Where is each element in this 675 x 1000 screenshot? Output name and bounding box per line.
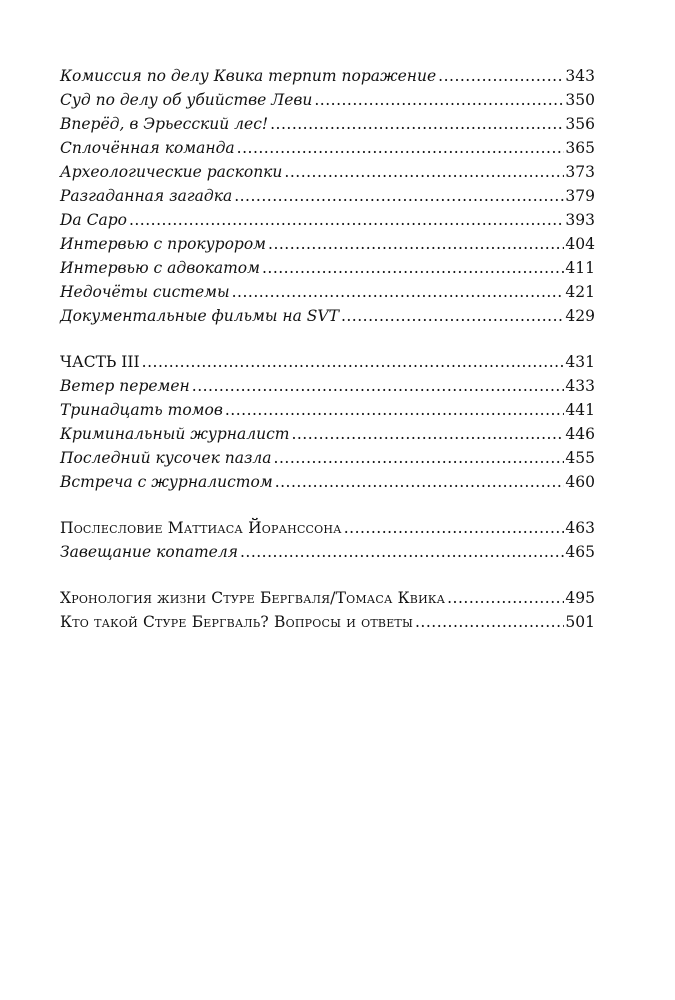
toc-page-number: 465 <box>565 543 595 561</box>
toc-page-number: 495 <box>565 589 595 607</box>
toc-section <box>60 64 595 328</box>
toc-entry-title: Послесловие Маттиаса Йоранссона <box>60 519 342 537</box>
toc-dot-leader <box>262 256 564 280</box>
toc-entry-title: Археологические раскопки <box>60 163 283 181</box>
toc-page-number: 431 <box>565 353 595 371</box>
toc-page-number: 421 <box>565 283 595 301</box>
toc-entry <box>60 88 595 112</box>
toc-page-number: 441 <box>565 401 595 419</box>
toc-entry <box>60 350 595 374</box>
toc-entry <box>60 184 595 208</box>
toc-entry-title: Криминальный журналист <box>60 425 290 443</box>
toc-page-number: 404 <box>565 235 595 253</box>
toc-dot-leader <box>270 112 564 136</box>
toc-entry <box>60 586 595 610</box>
toc-entry <box>60 136 595 160</box>
toc-entry-title: Ветер перемен <box>60 377 190 395</box>
toc-dot-leader <box>192 374 565 398</box>
toc-entry-title: Кто такой Стуре Бергваль? Вопросы и ответы <box>60 613 413 631</box>
toc-dot-leader <box>129 208 564 232</box>
toc-dot-leader <box>438 64 564 88</box>
toc-entry-title: Тринадцать томов <box>60 401 223 419</box>
toc-entry <box>60 160 595 184</box>
toc-dot-leader <box>237 136 565 160</box>
toc-entry-title: Сплочённая команда <box>60 139 235 157</box>
toc-entry <box>60 540 595 564</box>
toc-section <box>60 586 595 634</box>
toc-section <box>60 350 595 494</box>
toc-page-number: 393 <box>565 211 595 229</box>
toc-entry-title: Недочёты системы <box>60 283 230 301</box>
toc-page-number: 463 <box>565 519 595 537</box>
toc-entry-title: Разгаданная загадка <box>60 187 233 205</box>
toc-entry <box>60 610 595 634</box>
toc-dot-leader <box>240 540 564 564</box>
toc-page-number: 433 <box>565 377 595 395</box>
toc-entry-title: Завещание копателя <box>60 543 238 561</box>
toc-entry-title: Интервью с прокурором <box>60 235 267 253</box>
toc-page-number: 350 <box>565 91 595 109</box>
toc-entry-title: Последний кусочек пазла <box>60 449 272 467</box>
toc-dot-leader <box>232 280 565 304</box>
toc-dot-leader <box>344 516 565 540</box>
toc-entry <box>60 422 595 446</box>
toc-dot-leader <box>447 586 564 610</box>
toc-page-number: 379 <box>565 187 595 205</box>
table-of-contents <box>60 64 595 634</box>
toc-entry <box>60 446 595 470</box>
toc-page-number: 373 <box>565 163 595 181</box>
toc-page-number: 343 <box>565 67 595 85</box>
toc-entry-title: Суд по делу об убийстве Леви <box>60 91 313 109</box>
toc-entry <box>60 304 595 328</box>
toc-page-number: 429 <box>565 307 595 325</box>
toc-entry <box>60 374 595 398</box>
toc-page-number: 365 <box>565 139 595 157</box>
toc-entry <box>60 470 595 494</box>
toc-dot-leader <box>284 160 564 184</box>
toc-dot-leader <box>142 350 565 374</box>
toc-entry <box>60 64 595 88</box>
toc-entry-title: Вперёд, в Эрьесский лес! <box>60 115 269 133</box>
toc-entry <box>60 398 595 422</box>
toc-entry-title: Хронология жизни Стуре Бергваля/Томаса Квика <box>60 589 446 607</box>
toc-entry-title: Комиссия по делу Квика терпит поражение <box>60 67 437 85</box>
toc-dot-leader <box>275 470 565 494</box>
toc-entry-title: Da Capo <box>60 211 127 229</box>
toc-entry <box>60 232 595 256</box>
toc-dot-leader <box>291 422 564 446</box>
toc-entry-title: Встреча с журналистом <box>60 473 273 491</box>
toc-dot-leader <box>341 304 564 328</box>
toc-page-number: 501 <box>565 613 595 631</box>
toc-dot-leader <box>268 232 564 256</box>
toc-entry-title: ЧАСТЬ III <box>60 353 140 371</box>
toc-page-number: 460 <box>565 473 595 491</box>
toc-entry <box>60 208 595 232</box>
toc-entry <box>60 516 595 540</box>
toc-entry-title: Интервью с адвокатом <box>60 259 260 277</box>
toc-dot-leader <box>225 398 565 422</box>
toc-entry-title: Документальные фильмы на SVT <box>60 307 339 325</box>
toc-dot-leader <box>234 184 564 208</box>
toc-dot-leader <box>314 88 564 112</box>
toc-entry <box>60 112 595 136</box>
toc-dot-leader <box>274 446 565 470</box>
toc-page-number: 446 <box>565 425 595 443</box>
toc-page-number: 411 <box>565 259 595 277</box>
toc-section <box>60 516 595 564</box>
toc-page-number: 455 <box>565 449 595 467</box>
toc-entry <box>60 256 595 280</box>
toc-page-number: 356 <box>565 115 595 133</box>
toc-dot-leader <box>415 610 564 634</box>
toc-entry <box>60 280 595 304</box>
